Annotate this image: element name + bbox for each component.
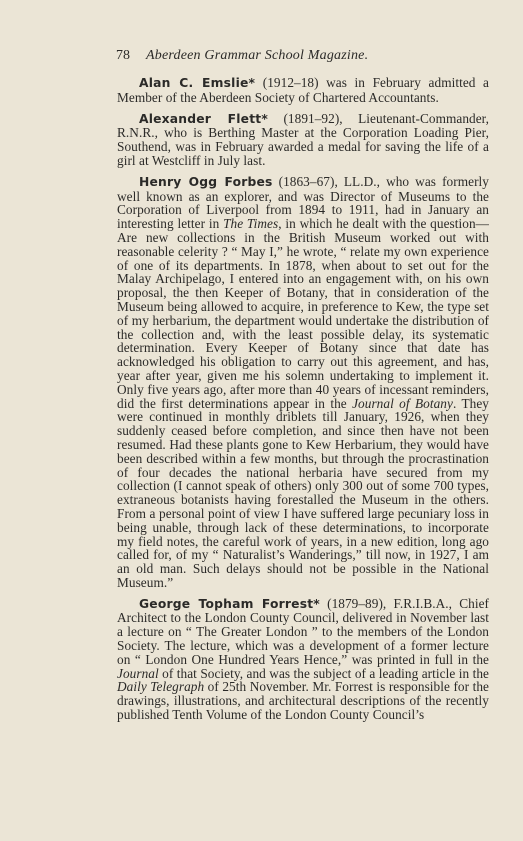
italic-title-journal: Journal: [117, 665, 159, 681]
entry-text-part: of that Society, and was the subject of a leading article in the: [158, 665, 489, 681]
entry-text-part: (1863–67), LL.D., who was formerly well known as an explorer, and was Director of Museums to the Corporation of Liverpool from 1894 to 1911, had in January an interesting letter in: [117, 173, 489, 232]
running-head: [116, 48, 496, 64]
italic-title-the-times: The Times: [223, 216, 279, 232]
entry-text: (1912–18) was in February admitted a Member of the Aberdeen Society of Chartered Accountants.: [117, 75, 489, 105]
italic-title-journal-of-botany: Journal of Botany: [352, 395, 453, 411]
entry-text-part: . They were continued in monthly driblets till January, 1926, when they suddenly ceased before completion, and since then have not been resumed. Had these plants gone to Kew Herbarium, they would have been described within a few months, but through the procrastination of four decades the national herbaria have secured from my collection (I cannot speak of others) only 300 out of some 700 types, extraneous botanists having forestalled the Museum in the others. From a personal point of view I have suffered large pecuniary loss in being unable, through lack of these determinations, to incorporate my field notes, the careful work of years, in a new edition, long ago called for, of my “ Naturalist’s Wanderings,” till now, in 1927, I am an old man. Such delays should not be possible in the National Museum.”: [117, 395, 489, 590]
entry-henry-ogg-forbes: [117, 175, 489, 590]
entry-name: Alan C. Emslie*: [139, 76, 256, 90]
page-number: 78: [116, 48, 130, 63]
entry-name: Henry Ogg Forbes: [139, 174, 273, 189]
entry-name: George Topham Forrest*: [139, 596, 320, 611]
entry-text-part: (1879–89), F.R.I.B.A., Chief Architect to the London County Council, delivered in November last a lecture on “ The Greater London ” to the members of the London Society. The lecture, which was a development of a former lecture on “ London One Hundred Years Hence,” was printed in full in the: [117, 595, 489, 667]
entry-text: (1891–92), Lieutenant-Commander, R.N.R., who is Berthing Master at the Corporation Loading Pier, Southend, was in February awarded a medal for saving the life of a girl at Westcliff in July last.: [117, 110, 489, 168]
italic-title-daily-telegraph: Daily Telegraph: [117, 679, 205, 695]
body-text: [117, 76, 489, 729]
journal-title: Aberdeen Grammar School Magazine.: [146, 48, 369, 63]
entry-text-part: , in which he dealt with the question—Are new collections in the British Museum worked out with reasonable celerity ? “ May I,” he wrote, “ relate my own experience of one of its departments. In 1878, when about to set out for the Malay Archipelago, I entered into an engagement with, on his own proposal, the then Keeper of Botany, that in consideration of the Museum being allowed to acquire, in preference to Kew, the type set of my herbarium, the department would undertake the distribution of the collection and, with the least possible delay, its systematic determination. Every Keeper of Botany since that date has acknowledged his obligation to carry out this agreement, and has, year after year, given me his solemn undertaking to implement it. Only five years ago, after more than 40 years of incessant reminders, did the first determinations appear in the: [117, 216, 489, 411]
entry-alexander-flett: [117, 112, 489, 168]
entry-name: Alexander Flett*: [139, 111, 268, 126]
entry-text-part: of 25th November. Mr. Forrest is responsible for the drawings, illustrations, and architectural descriptions of the recently published Tenth Volume of the London County Council’s: [117, 679, 489, 723]
entry-george-topham-forrest: [117, 597, 489, 722]
entry-alan-emslie: [117, 76, 489, 105]
